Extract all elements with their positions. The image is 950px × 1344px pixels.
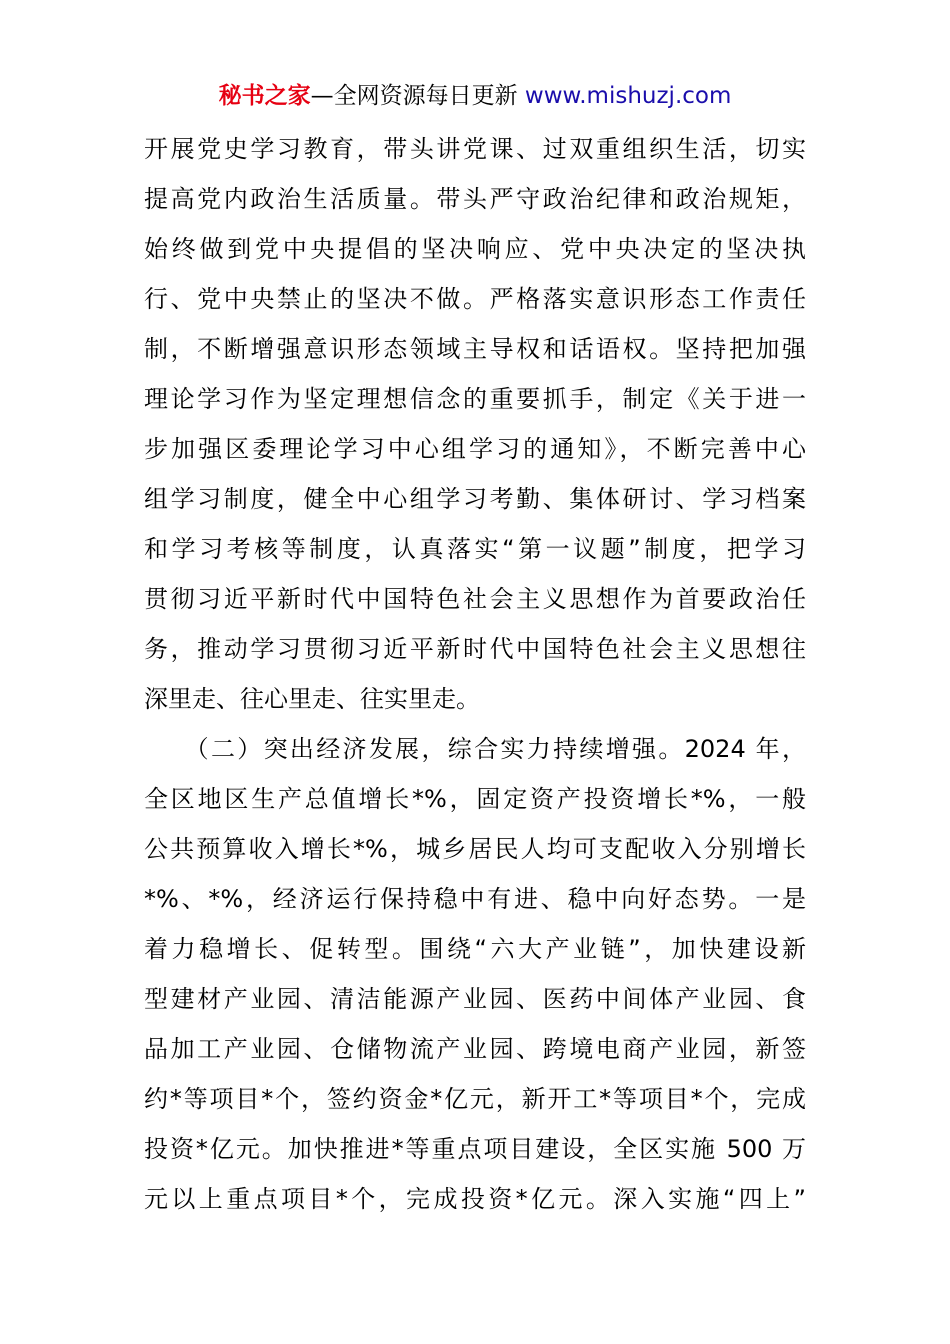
text-line: 贯彻习近平新时代中国特色社会主义思想作为首要政治任 — [144, 585, 806, 613]
text-line: 组学习制度，健全中心组学习考勤、集体研讨、学习档案 — [144, 485, 806, 513]
text-line: 理论学习作为坚定理想信念的重要抓手，制定《关于进一 — [144, 385, 806, 413]
text-line: 步加强区委理论学习中心组学习的通知》，不断完善中心 — [144, 435, 806, 463]
text-line: 品加工产业园、仓储物流产业园、跨境电商产业园，新签 — [144, 1035, 806, 1063]
text-line: 务，推动学习贯彻习近平新时代中国特色社会主义思想往 — [144, 635, 806, 663]
paragraph-end-line: 深里走、往心里走、往实里走。 — [144, 685, 480, 713]
text-line: 型建材产业园、清洁能源产业园、医药中间体产业园、食 — [144, 985, 806, 1013]
site-url-link[interactable]: www.mishuzj.com — [524, 83, 732, 109]
text-line: *%、*%，经济运行保持稳中有进、稳中向好态势。一是 — [144, 885, 806, 913]
text-line: 约*等项目*个，签约资金*亿元，新开工*等项目*个，完成 — [144, 1085, 806, 1113]
document-body — [144, 124, 806, 1224]
text-line: 投资*亿元。加快推进*等重点项目建设，全区实施 500 万 — [144, 1135, 806, 1163]
text-line: 行、党中央禁止的坚决不做。严格落实意识形态工作责任 — [144, 285, 806, 313]
text-line: 着力稳增长、促转型。围绕“六大产业链”，加快建设新 — [144, 935, 806, 963]
text-line: 元以上重点项目*个，完成投资*亿元。深入实施“四上” — [144, 1185, 806, 1213]
text-line: 公共预算收入增长*%，城乡居民人均可支配收入分别增长 — [144, 835, 806, 863]
text-line: 和学习考核等制度，认真落实“第一议题”制度，把学习 — [144, 535, 806, 563]
section-heading-line: （二）突出经济发展，综合实力持续增强。2024 年， — [144, 735, 806, 763]
text-line: 始终做到党中央提倡的坚决响应、党中央决定的坚决执 — [144, 235, 806, 263]
site-brand: 秘书之家 — [218, 83, 311, 109]
text-line: 制，不断增强意识形态领域主导权和话语权。坚持把加强 — [144, 335, 806, 363]
site-header — [0, 80, 950, 112]
site-slogan: —全网资源每日更新 — [310, 83, 525, 109]
text-line: 提高党内政治生活质量。带头严守政治纪律和政治规矩， — [144, 185, 806, 213]
text-line: 开展党史学习教育，带头讲党课、过双重组织生活，切实 — [144, 135, 806, 163]
text-line: 全区地区生产总值增长*%，固定资产投资增长*%，一般 — [144, 785, 806, 813]
